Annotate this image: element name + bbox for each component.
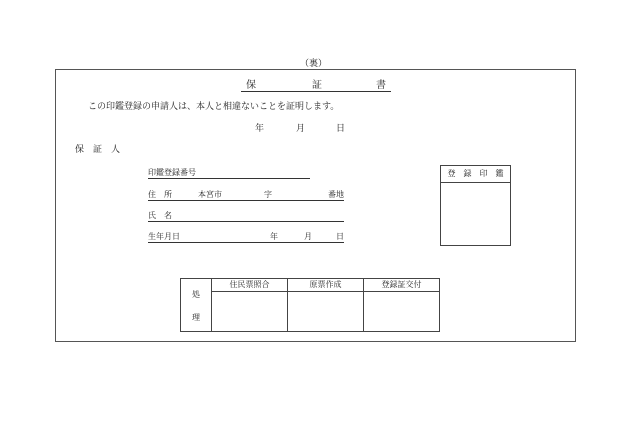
title-char-2: 証 — [312, 80, 322, 91]
name-label: 氏 名 — [148, 211, 172, 220]
birth-day: 日 — [336, 232, 344, 241]
reg-number-label: 印鑑登録番号 — [148, 168, 196, 177]
address-label: 住 所 — [148, 190, 172, 199]
guarantor-label: 保 証 人 — [75, 145, 121, 155]
certify-text: この印鑑登録の申請人は、本人と相違ないことを証明します。 — [88, 102, 340, 112]
processing-table — [180, 278, 440, 332]
birth-line[interactable] — [148, 242, 344, 243]
name-line[interactable] — [148, 221, 344, 222]
title-underline — [241, 91, 391, 92]
page-side-label: （裏） — [300, 59, 328, 69]
registered-seal-title: 登 録 印 鑑 — [447, 169, 504, 178]
processing-cell-resident-check[interactable] — [212, 292, 287, 331]
birth-label: 生年月日 — [148, 232, 180, 241]
birth-year: 年 — [270, 232, 278, 241]
processing-cell-original-entry[interactable] — [288, 292, 363, 331]
processing-col-certificate-issue: 登録証交付 — [381, 280, 422, 289]
date-month: 月 — [296, 124, 306, 134]
date-day: 日 — [336, 124, 346, 134]
address-aza: 字 — [264, 190, 272, 199]
date-year: 年 — [255, 124, 265, 134]
processing-col-original-entry: 原票作成 — [309, 280, 342, 289]
seal-impression-area[interactable] — [441, 183, 510, 245]
address-line[interactable] — [148, 200, 344, 201]
registered-seal-box — [440, 165, 511, 246]
address-banchi: 番地 — [328, 190, 344, 199]
title-char-3: 書 — [376, 80, 386, 91]
processing-cell-certificate-issue[interactable] — [364, 292, 439, 331]
processing-col-resident-check: 住民票照合 — [229, 280, 270, 289]
address-city: 本宮市 — [198, 190, 222, 199]
processing-side-bottom: 理 — [192, 313, 200, 322]
birth-month: 月 — [304, 232, 312, 241]
reg-number-line[interactable] — [148, 178, 310, 179]
processing-side-top: 処 — [192, 290, 200, 299]
title-char-1: 保 — [246, 80, 256, 91]
